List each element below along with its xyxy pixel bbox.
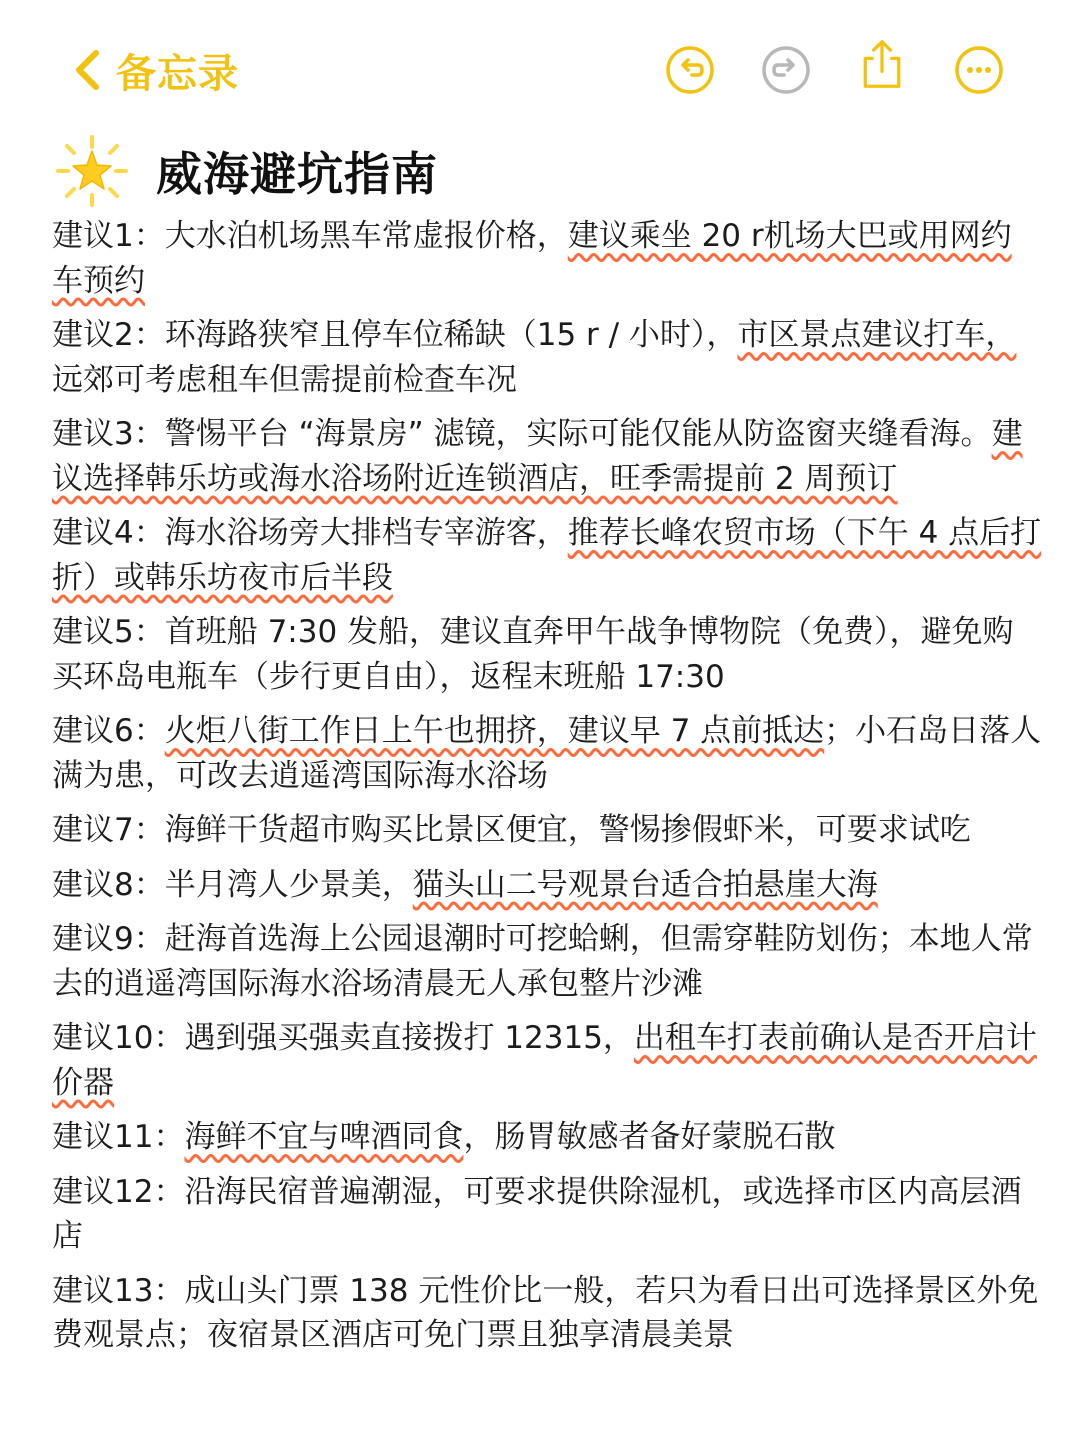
note-paragraph xyxy=(52,610,1042,699)
note-paragraph xyxy=(52,313,1042,402)
note-paragraph xyxy=(52,1016,1042,1105)
back-label: 备忘录 xyxy=(116,50,239,97)
share-icon[interactable] xyxy=(856,38,908,90)
paragraph-text: 建议3：警惕平台 “海景房” 滤镜，实际可能仅能从防盗窗夹缝看海。 xyxy=(52,416,992,452)
paragraph-text: 建议1：大水泊机场黑车常虚报价格， xyxy=(52,218,568,254)
paragraph-text: 建议8：半月湾人少景美， xyxy=(52,866,413,903)
note-paragraph xyxy=(52,808,1042,853)
paragraph-text: 建议4：海水浴场旁大排档专宰游客， xyxy=(52,515,568,551)
sparkle-star-icon xyxy=(56,135,128,207)
note-paragraph xyxy=(52,863,1042,908)
paragraph-text: 远郊可考虑租车但需提前检查车况 xyxy=(52,361,517,398)
paragraph-text: ；小石岛日落人满为患，可改去逍遥湾国际海水浴场 xyxy=(52,713,1042,794)
navigation-bar xyxy=(0,0,1080,130)
highlighted-text: 火炬八街工作日上午也拥挤，建议早 7 点前抵达 xyxy=(164,713,825,749)
note-paragraph xyxy=(52,1115,1042,1160)
note-title: 威海避坑指南 xyxy=(156,147,438,201)
undo-icon[interactable] xyxy=(664,44,716,96)
note-paragraph xyxy=(52,412,1042,501)
paragraph-text: 建议13：成山头门票 138 元性价比一般，若只为看日出可选择景区外免费观景点；夜宿景区酒店可免门票且独享清晨美景 xyxy=(52,1272,1039,1353)
note-paragraph xyxy=(52,917,1042,1006)
paragraph-text: 建议12：沿海民宿普遍潮湿，可要求提供除湿机，或选择市区内高层酒店 xyxy=(52,1173,1022,1254)
redo-icon[interactable] xyxy=(760,44,812,96)
note-body[interactable] xyxy=(52,214,1042,1368)
highlighted-text: 出租车打表前确认是否开启计价器 xyxy=(52,1020,1037,1101)
paragraph-text: 建议10：遇到强买强卖直接拨打 12315， xyxy=(52,1020,634,1056)
paragraph-text: 建议9：赶海首选海上公园退潮时可挖蛤蜊，但需穿鞋防划伤；本地人常去的逍遥湾国际海水浴场清晨无人承包整片沙滩 xyxy=(52,921,1033,1002)
note-title-row xyxy=(56,128,438,214)
highlighted-text: 建议选择韩乐坊或海水浴场附近连锁酒店，旺季需提前 2 周预订 xyxy=(52,416,1023,497)
note-paragraph xyxy=(52,511,1042,600)
paragraph-text: 建议5：首班船 7:30 发船，建议直奔甲午战争博物院（免费），避免购买环岛电瓶车（步行更自由），返程末班船 17:30 xyxy=(52,614,1014,695)
note-paragraph xyxy=(52,1269,1042,1358)
paragraph-text: 建议11： xyxy=(52,1119,185,1155)
paragraph-text: ，肠胃敏感者备好蒙脱石散 xyxy=(463,1119,836,1155)
note-paragraph xyxy=(52,1170,1042,1259)
highlighted-text: 推荐长峰农贸市场（下午 4 点后打折）或韩乐坊夜市后半段 xyxy=(52,515,1042,596)
note-paragraph xyxy=(52,709,1042,798)
highlighted-text: 市区景点建议打车， xyxy=(737,317,1017,353)
note-paragraph xyxy=(52,214,1042,303)
paragraph-text: 建议2：环海路狭窄且停车位稀缺（15 r / 小时）， xyxy=(52,317,738,353)
chevron-left-icon xyxy=(72,48,102,92)
more-options-icon[interactable] xyxy=(953,44,1005,96)
highlighted-text: 海鲜不宜与啤酒同食 xyxy=(184,1119,464,1155)
highlighted-text: 建议乘坐 20 r机场大巴或用网约车预约 xyxy=(52,218,1012,299)
highlighted-text: 猫头山二号观景台适合拍悬崖大海 xyxy=(412,866,878,903)
back-button[interactable] xyxy=(72,40,239,100)
paragraph-text: 建议6： xyxy=(52,713,165,749)
paragraph-text: 建议7：海鲜干货超市购买比景区便宜，警惕掺假虾米，可要求试吃 xyxy=(52,812,971,848)
